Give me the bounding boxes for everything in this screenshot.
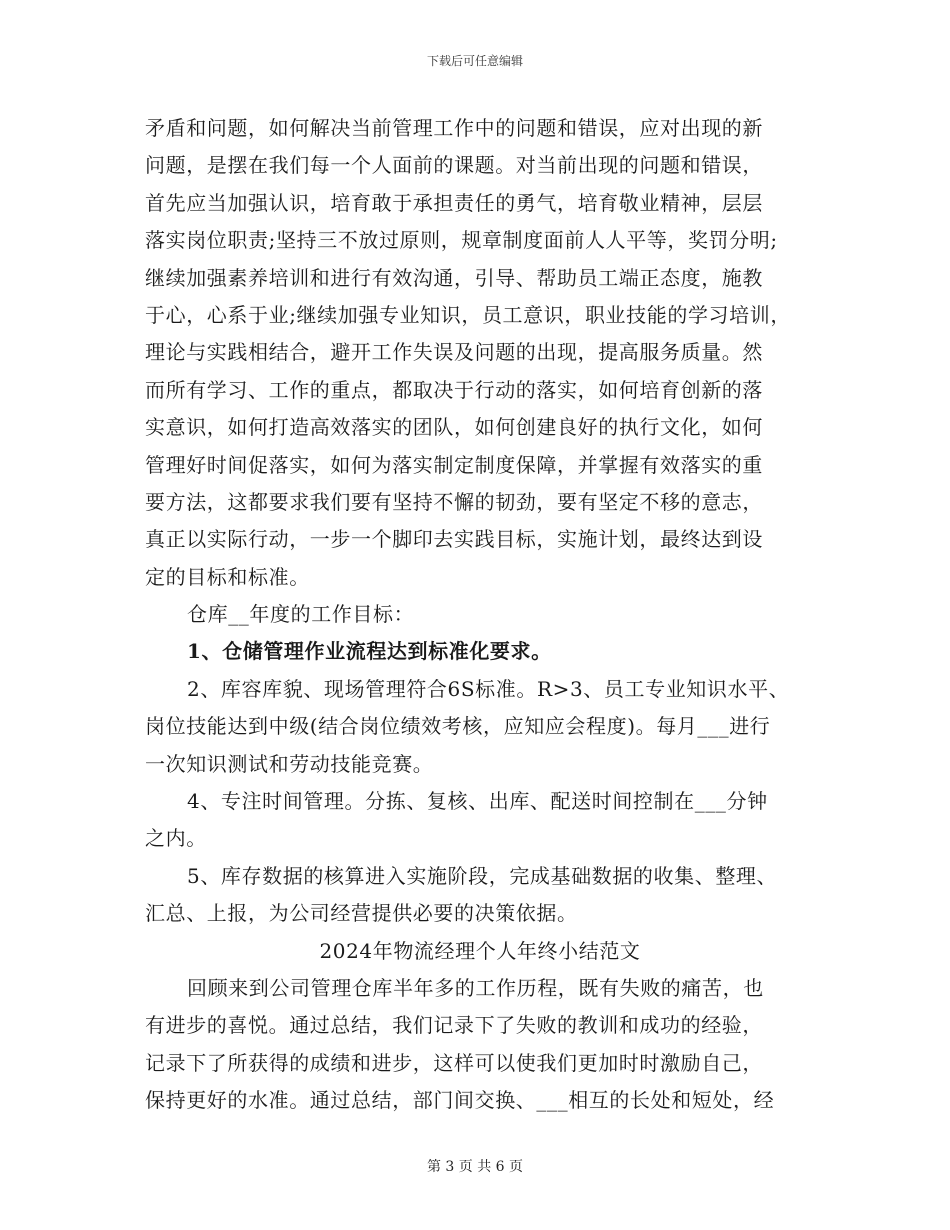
page-footer: 第 3 页 共 6 页 (426, 1159, 524, 1175)
goal-item-1: 1、仓储管理作业流程达到标准化要求。 (187, 639, 552, 664)
body-line: 继续加强素养培训和进行有效沟通，引导、帮助员工端正态度，施教 (145, 265, 763, 290)
body-line: 于心，心系于业;继续加强专业知识，员工意识，职业技能的学习培训， (145, 302, 791, 327)
body-line: 问题，是摆在我们每一个人面前的课题。对当前出现的问题和错误， (145, 153, 763, 178)
body-line: 首先应当加强认识，培育敢于承担责任的勇气，培育敬业精神，层层 (145, 190, 763, 215)
body-line: 保持更好的水准。通过总结，部门间交换、___相互的长处和短处，经 (145, 1088, 775, 1113)
body-line: 有进步的喜悦。通过总结，我们记录下了失败的教训和成功的经验， (145, 1013, 763, 1038)
body-line: 实意识，如何打造高效落实的团队，如何创建良好的执行文化，如何 (145, 415, 763, 440)
body-line: 管理好时间促落实，如何为落实制定制度保障，并掌握有效落实的重 (145, 452, 763, 477)
body-line: 矛盾和问题，如何解决当前管理工作中的问题和错误，应对出现的新 (145, 116, 763, 140)
body-line: 定的目标和标准。 (145, 564, 310, 589)
body-line: 记录下了所获得的成绩和进步，这样可以使我们更加时时激励自己， (145, 1050, 763, 1075)
goal-item-4: 4、专注时间管理。分拣、复核、出库、配送时间控制在___分钟 (187, 789, 768, 814)
paragraph-start-line: 回顾来到公司管理仓库半年多的工作历程，既有失败的痛苦，也 (187, 975, 764, 1000)
goal-item-2: 2、库容库貌、现场管理符合6S标准。R>3、员工专业知识水平、 (187, 676, 790, 701)
section-title: 2024年物流经理个人年终小结范文 (319, 938, 641, 963)
body-line: 一次知识测试和劳动技能竞赛。 (145, 751, 434, 776)
body-line: 理论与实践相结合，避开工作失误及问题的出现，提高服务质量。然 (145, 340, 763, 365)
body-line: 要方法，这都要求我们要有坚持不懈的韧劲，要有坚定不移的意志， (145, 489, 763, 514)
section-intro-line: 仓库__年度的工作目标： (187, 602, 415, 627)
goal-item-5: 5、库存数据的核算进入实施阶段，完成基础数据的收集、整理、 (187, 863, 778, 888)
body-line: 落实岗位职责;坚持三不放过原则，规章制度面前人人平等，奖罚分明; (145, 228, 778, 253)
body-line: 真正以实际行动，一步一个脚印去实践目标，实施计划，最终达到设 (145, 527, 763, 552)
document-body (145, 110, 815, 1120)
body-line: 之内。 (145, 826, 207, 851)
body-line: 岗位技能达到中级(结合岗位绩效考核，应知应会程度)。每月___进行 (145, 714, 771, 739)
body-line: 而所有学习、工作的重点，都取决于行动的落实，如何培育创新的落 (145, 377, 763, 402)
page-header: 下载后可任意编辑 (426, 54, 523, 68)
body-line: 汇总、上报，为公司经营提供必要的决策依据。 (145, 901, 578, 926)
